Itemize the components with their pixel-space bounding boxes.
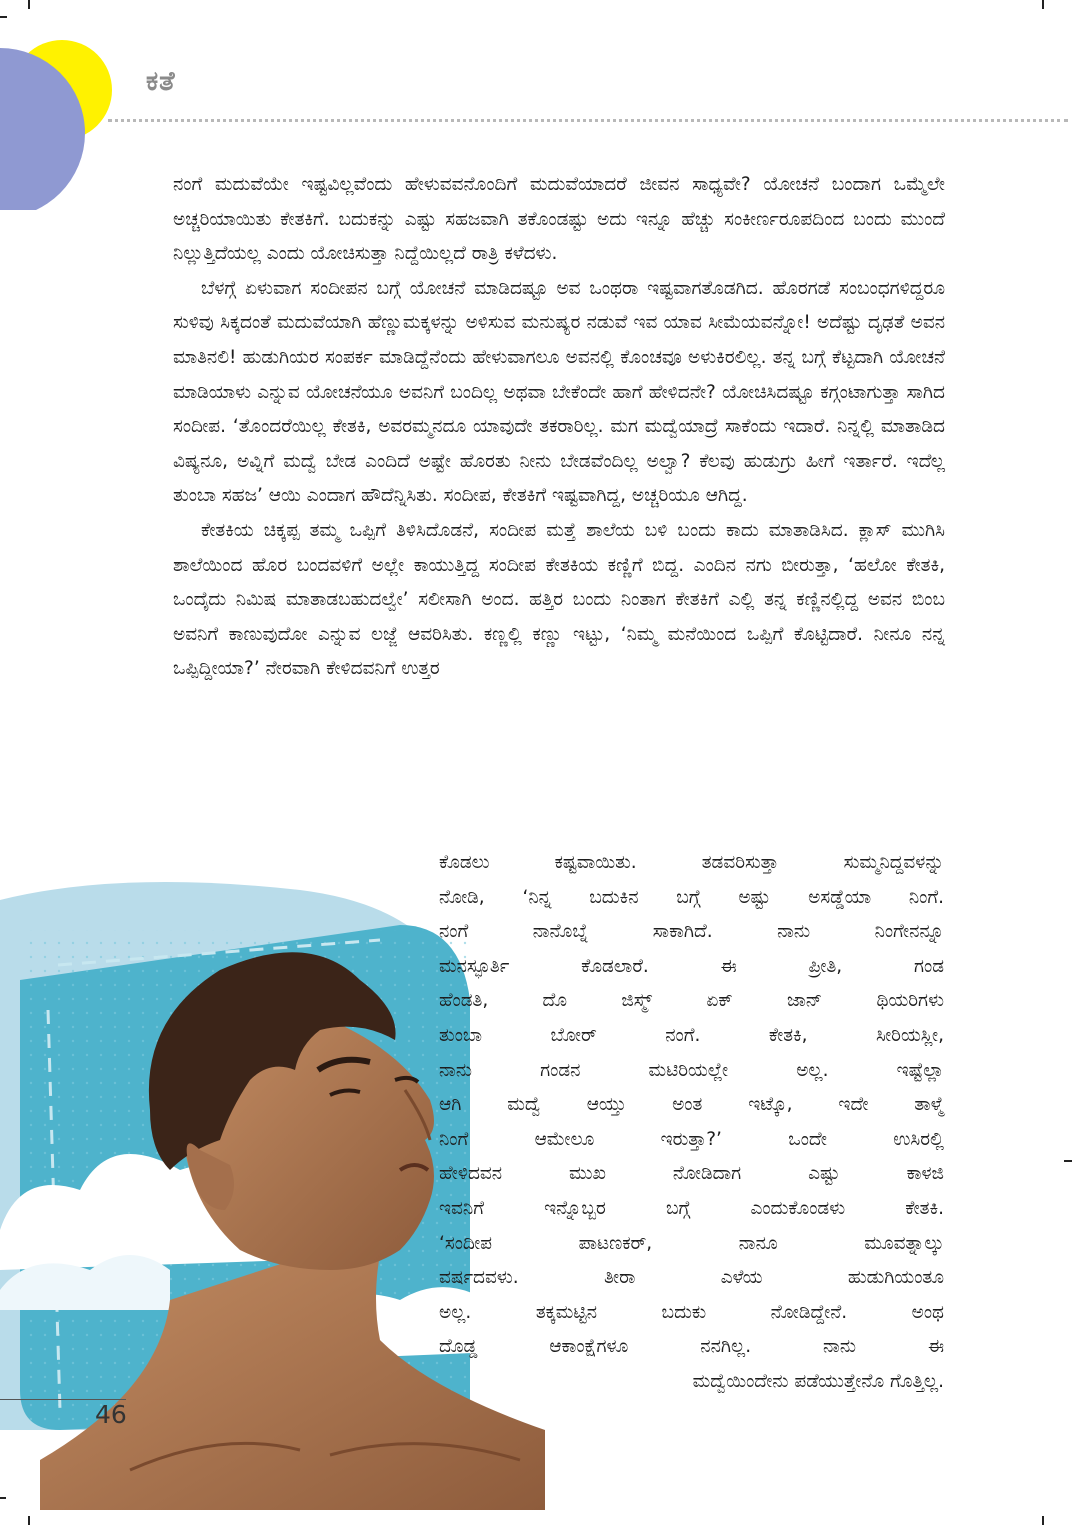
text-line: ಮದ್ವೆಯಿಂದೇನು ಪಡೆಯುತ್ತೇನೊ ಗೊತ್ತಿಲ್ಲ. (692, 1370, 944, 1392)
paragraph: ಕೇತಕಿಯ ಚಿಕ್ಕಪ್ಪ ತಮ್ಮ ಒಪ್ಪಿಗೆ ತಿಳಿಸಿದೊಡನೆ, ಸಂದೀಪ ಮತ್ತೆ ಶಾಲೆಯ ಬಳಿ ಬಂದು ಕಾದು ಮಾತಾಡಿಸಿದ. ಕ್ಲಾಸ್ ಮುಗಿಸಿ ಶಾಲೆಯಿಂದ ಹೊರ ಬಂದವಳಿಗೆ ಅಲ್ಲೇ ಕಾಯುತ್ತಿದ್ದ ಸಂದೀಪ ಕೇತಕಿಯ ಕಣ್ಣಿಗೆ ಬಿದ್ದ. ಎಂದಿನ ನಗು ಬೀರುತ್ತಾ, ‘ಹಲೋ ಕೇತಕಿ, ಒಂದೈದು ನಿಮಿಷ ಮಾತಾಡಬಹುದಲ್ವೇ’ ಸಲೀಸಾಗಿ ಅಂದ. ಹತ್ತಿರ ಬಂದು ನಿಂತಾಗ ಕೇತಕಿಗೆ ಎಲ್ಲಿ ತನ್ನ ಕಣ್ಣಿನಲ್ಲಿದ್ದ ಅವನ ಬಿಂಬ ಅವನಿಗೆ ಕಾಣುವುದೋ ಎನ್ನುವ ಲಜ್ಜೆ ಆವರಿಸಿತು. ಕಣ್ಣಲ್ಲಿ ಕಣ್ಣು ಇಟ್ಟು, ‘ನಿಮ್ಮ ಮನೆಯಿಂದ ಒಪ್ಪಿಗೆ ಕೊಟ್ಟಿದಾರೆ. ನೀನೂ ನನ್ನ ಒಪ್ಪಿದ್ದೀಯಾ?’ ನೇರವಾಗಿ ಕೇಳಿದವನಿಗೆ ಉತ್ತರ (173, 519, 945, 680)
text-line: ಕೊಡಲು ಕಷ್ಟವಾಯಿತು. ತಡವರಿಸುತ್ತಾ ಸುಮ್ಮನಿದ್ದವಳನ್ನು (439, 852, 944, 873)
text-line: ಮನಸ್ಫೂರ್ತಿ ಕೊಡಲಾರೆ. ಈ ಪ್ರೀತಿ, ಗಂಡ (439, 955, 944, 977)
text-line: ಹೆಂಡತಿ, ದೊ ಜಿಸ್ಮ್ ಏಕ್ ಜಾನ್ ಥಿಯರಿಗಳು (439, 990, 944, 1012)
crop-mark (28, 1516, 30, 1525)
crop-mark (1064, 1160, 1072, 1162)
header-dotted-rule (108, 119, 1068, 122)
paragraph: ಬೆಳಗ್ಗೆ ಏಳುವಾಗ ಸಂದೀಪನ ಬಗ್ಗೆ ಯೋಚನೆ ಮಾಡಿದಷ್ಟೂ ಅವ ಒಂಥರಾ ಇಷ್ಟವಾಗತೊಡಗಿದ. ಹೊರಗಡೆ ಸಂಬಂಧಗಳಿದ್ದರೂ ಸುಳಿವು ಸಿಕ್ಕದಂತೆ ಮದುವೆಯಾಗಿ ಹೆಣ್ಣುಮಕ್ಕಳನ್ನು ಅಳಿಸುವ ಮನುಷ್ಯರ ನಡುವೆ ಇವ ಯಾವ ಸೀಮೆಯವನ್ನೋ! ಅದೆಷ್ಟು ದೃಢತೆ ಅವನ ಮಾತಿನಲಿ! ಹುಡುಗಿಯರ ಸಂಪರ್ಕ ಮಾಡಿದ್ದೆನೆಂದು ಹೇಳುವಾಗಲೂ ಅವನಲ್ಲಿ ಕೊಂಚವೂ ಅಳುಕಿರಲಿಲ್ಲ. ತನ್ನ ಬಗ್ಗೆ ಕೆಟ್ಟದಾಗಿ ಯೋಚನೆ ಮಾಡಿಯಾಳು ಎನ್ನುವ ಯೋಚನೆಯೂ ಅವನಿಗೆ ಬಂದಿಲ್ಲ ಅಥವಾ ಬೇಕೆಂದೇ ಹಾಗೆ ಹೇಳಿದನೇ? ಯೋಚಿಸಿದಷ್ಟೂ ಕಗ್ಗಂಟಾಗುತ್ತಾ ಸಾಗಿದ ಸಂದೀಪ. ‘ತೊಂದರೆಯಿಲ್ಲ ಕೇತಕಿ, ಅವರಮ್ಮನದೂ ಯಾವುದೇ ತಕರಾರಿಲ್ಲ. ಮಗ ಮದ್ವೆಯಾದ್ರೆ ಸಾಕೆಂದು ಇದಾರೆ. ನಿನ್ನಲ್ಲಿ ಮಾತಾಡಿದ ವಿಷ್ಯನೂ, ಅವ್ನಿಗೆ ಮದ್ವೆ ಬೇಡ ಎಂದಿದೆ ಅಷ್ಟೇ ಹೊರತು ನೀನು ಬೇಡವೆಂದಿಲ್ಲ ಅಲ್ವಾ? ಕೆಲವು ಹುಡುಗ್ರು ಹೀಗೆ ಇರ್ತಾರೆ. ಇದೆಲ್ಲ ತುಂಬಾ ಸಹಜ’ ಆಯಿ ಎಂದಾಗ ಹೌದೆನ್ನಿಸಿತು. ಸಂದೀಪ, ಕೇತಕಿಗೆ ಇಷ್ಟವಾಗಿದ್ದ, ಅಚ್ಚರಿಯೂ ಆಗಿದ್ದ. (173, 277, 945, 507)
text-line: ವರ್ಷದವಳು. ತೀರಾ ಎಳೆಯ ಹುಡುಗಿಯಂತೂ (439, 1267, 944, 1289)
text-line: ಅಲ್ಲ. ತಕ್ಕಮಟ್ಟಿನ ಬದುಕು ನೋಡಿದ್ದೇನೆ. ಅಂಥ (439, 1301, 944, 1323)
text-line: ಹೇಳಿದವನ ಮುಖ ನೋಡಿದಾಗ ಎಷ್ಟು ಕಾಳಜಿ (439, 1163, 944, 1185)
text-line: ದೊಡ್ಡ ಆಕಾಂಕ್ಷೆಗಳೂ ನನಗಿಲ್ಲ. ನಾನು ಈ (439, 1336, 944, 1358)
story-text (173, 168, 945, 687)
text-line: ತುಂಬಾ ಬೋರ್ ನಂಗೆ. ಕೇತಕಿ, ಸೀರಿಯಸ್ಲೀ, (439, 1024, 944, 1046)
page-number: 46 (95, 1400, 127, 1429)
story-text-wrapped (439, 846, 944, 1400)
text-line: ನಂಗೆ ನಾನೊಬ್ನೆ ಸಾಕಾಗಿದೆ. ನಾನು ನಿಂಗೇನನ್ನೂ (439, 921, 944, 943)
text-line: ಆಗಿ ಮದ್ವೆ ಆಯ್ತು ಅಂತ ಇಟ್ಕೊ, ಇದೇ ತಾಳ್ಮೆ (439, 1094, 944, 1116)
text-line: ನಾನು ಗಂಡನ ಮಟಿರಿಯಲ್ಲೇ ಅಲ್ಲ. ಇಷ್ಟೆಲ್ಲಾ (439, 1059, 944, 1081)
text-line: ನಿಂಗೆ ಆಮೇಲೂ ಇರುತ್ತಾ?’ ಒಂದೇ ಉಸಿರಲ್ಲಿ (439, 1128, 944, 1150)
crop-mark (1042, 0, 1044, 9)
header-decoration (0, 0, 130, 210)
crop-mark (1042, 1516, 1044, 1525)
text-line: ‘ಸಂದೀಪ ಪಾಟಣಕರ್, ನಾನೂ ಮೂವತ್ನಾಲ್ಕು (439, 1232, 944, 1254)
paragraph: ನಂಗೆ ಮದುವೆಯೇ ಇಷ್ಟವಿಲ್ಲವೆಂದು ಹೇಳುವವನೊಂದಿಗೆ ಮದುವೆಯಾದರೆ ಜೀವನ ಸಾಧ್ಯವೇ? ಯೋಚನೆ ಬಂದಾಗ ಒಮ್ಮೆಲೇ ಅಚ್ಚರಿಯಾಯಿತು ಕೇತಕಿಗೆ. ಬದುಕನ್ನು ಎಷ್ಟು ಸಹಜವಾಗಿ ತಕೊಂಡಷ್ಟು ಅದು ಇನ್ನೂ ಹೆಚ್ಚು ಸಂಕೀರ್ಣರೂಪದಿಂದ ಬಂದು ಮುಂದೆ ನಿಲ್ಲುತ್ತಿದೆಯಲ್ಲ ಎಂದು ಯೋಚಿಸುತ್ತಾ ನಿದ್ದೆಯಿಲ್ಲದೆ ರಾತ್ರಿ ಕಳೆದಳು. (173, 174, 945, 265)
text-line: ನೋಡಿ, ‘ನಿನ್ನ ಬದುಕಿನ ಬಗ್ಗೆ ಅಷ್ಟು ಅಸಡ್ಡೆಯಾ ನಿಂಗೆ. (439, 886, 944, 908)
text-line: ಇವನಿಗೆ ಇನ್ನೊಬ್ಬರ ಬಗ್ಗೆ ಎಂದುಕೊಂಡಳು ಕೇತಕಿ. (439, 1197, 944, 1219)
section-title: ಕತೆ (146, 66, 176, 97)
